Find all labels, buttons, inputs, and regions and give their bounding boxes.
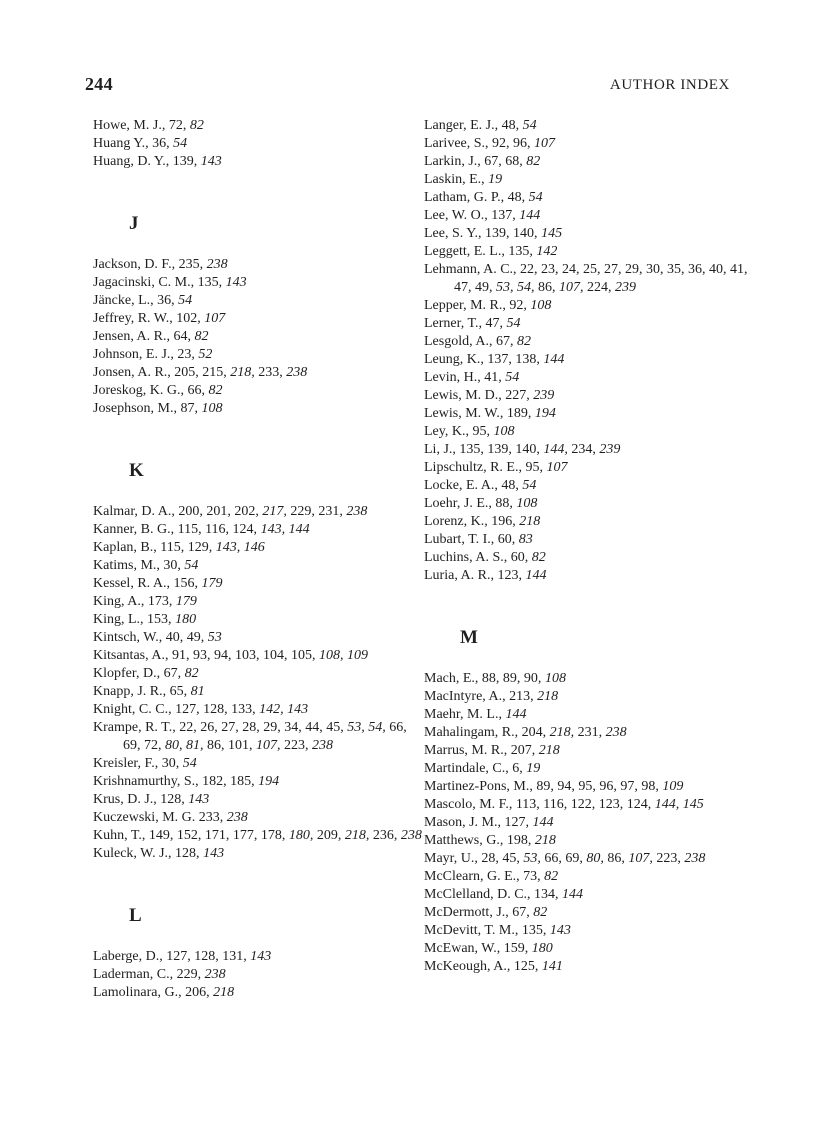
italic-page-ref: 82: [516, 334, 531, 349]
index-entry: [93, 310, 423, 328]
index-entry: [93, 364, 423, 382]
entry-text: Levin, H., 41,: [424, 370, 506, 385]
index-entry: [93, 755, 423, 773]
entry-text: King, L., 153,: [93, 612, 176, 627]
italic-page-ref: 81: [190, 684, 205, 699]
index-entry: [424, 225, 754, 243]
index-entry: [424, 261, 754, 297]
index-entry: [93, 117, 423, 135]
italic-page-ref: 143, 144: [260, 522, 310, 537]
entry-text: 223,: [280, 738, 312, 753]
index-entry: [93, 539, 423, 557]
index-entry: [424, 297, 754, 315]
entry-text: Josephson, M., 87,: [93, 401, 202, 416]
section-spacer: [93, 863, 423, 898]
entry-text: 234,: [567, 442, 600, 457]
entry-text: Larivee, S., 92, 96,: [424, 136, 535, 151]
italic-page-ref: 19: [526, 761, 541, 776]
entry-text: Lehmann, A. C., 22, 23, 24, 25, 27, 29, 30, 35, 36, 40, 41, 47, 49,: [424, 262, 748, 295]
entry-text: Martinez-Pons, M., 89, 94, 95, 96, 97, 98,: [424, 779, 663, 794]
section-spacer: [93, 418, 423, 453]
italic-page-ref: 218: [538, 743, 560, 758]
italic-page-ref: 144: [543, 352, 565, 367]
index-entry: [424, 495, 754, 513]
italic-page-ref: 143: [225, 275, 247, 290]
italic-page-ref: 107,: [559, 280, 584, 295]
entry-text: Laberge, D., 127, 128, 131,: [93, 949, 251, 964]
entry-text: Mayr, U., 28, 45,: [424, 851, 524, 866]
italic-page-ref: 238: [605, 725, 627, 740]
entry-text: Lesgold, A., 67,: [424, 334, 517, 349]
italic-page-ref: 218,: [344, 828, 370, 843]
index-entry: [424, 531, 754, 549]
italic-page-ref: 218: [534, 833, 556, 848]
entry-text: Kalmar, D. A., 200, 201, 202,: [93, 504, 263, 519]
index-entry: [424, 706, 754, 724]
entry-text: McKeough, A., 125,: [424, 959, 542, 974]
entry-text: MacIntyre, A., 213,: [424, 689, 538, 704]
entry-text: Luchins, A. S., 60,: [424, 550, 532, 565]
entry-text: Katims, M., 30,: [93, 558, 185, 573]
entry-text: Ley, K., 95,: [424, 424, 494, 439]
italic-page-ref: 180: [531, 941, 553, 956]
entry-text: 223,: [652, 851, 685, 866]
italic-page-ref: 238: [206, 257, 228, 272]
italic-page-ref: 53: [207, 630, 222, 645]
index-entry: [93, 809, 423, 827]
italic-page-ref: 80, 81,: [165, 738, 204, 753]
entry-text: 66, 69, 72,: [123, 720, 407, 753]
italic-page-ref: 218: [519, 514, 541, 529]
entry-text: Langer, E. J., 48,: [424, 118, 523, 133]
italic-page-ref: 83: [518, 532, 533, 547]
italic-page-ref: 218,: [549, 725, 575, 740]
index-entry: [424, 904, 754, 922]
entry-text: 86,: [534, 280, 559, 295]
italic-page-ref: 82: [194, 329, 209, 344]
index-entry: [424, 441, 754, 459]
entry-text: Kessel, R. A., 156,: [93, 576, 202, 591]
italic-page-ref: 82: [531, 550, 546, 565]
entry-text: Mahalingam, R., 204,: [424, 725, 550, 740]
entry-text: Matthews, G., 198,: [424, 833, 535, 848]
index-entry: [93, 593, 423, 611]
index-entry: [93, 575, 423, 593]
italic-page-ref: 179: [201, 576, 223, 591]
italic-page-ref: 239: [615, 280, 636, 295]
index-entry: [424, 742, 754, 760]
italic-page-ref: 82: [544, 869, 559, 884]
page-number: 244: [85, 74, 113, 94]
italic-page-ref: 144: [532, 815, 554, 830]
index-entry: [93, 292, 423, 310]
section-letter: L: [129, 905, 142, 926]
entry-text: Kuczewski, M. G. 233,: [93, 810, 227, 825]
entry-text: 224,: [583, 280, 615, 295]
italic-page-ref: 141: [541, 959, 563, 974]
index-entry: [93, 966, 423, 984]
section-spacer: [93, 934, 423, 948]
index-entry: [424, 333, 754, 351]
italic-page-ref: 82: [533, 905, 548, 920]
index-entry: [424, 922, 754, 940]
index-entry: [93, 791, 423, 809]
italic-page-ref: 109: [662, 779, 684, 794]
entry-text: Lewis, M. D., 227,: [424, 388, 534, 403]
entry-text: Mascolo, M. F., 113, 116, 122, 123, 124,: [424, 797, 655, 812]
italic-page-ref: 144,: [543, 442, 568, 457]
entry-text: Howe, M. J., 72,: [93, 118, 190, 133]
entry-text: Jeffrey, R. W., 102,: [93, 311, 205, 326]
italic-page-ref: 54: [505, 370, 520, 385]
italic-page-ref: 179: [175, 594, 197, 609]
entry-text: Klopfer, D., 67,: [93, 666, 185, 681]
entry-text: Marrus, M. R., 207,: [424, 743, 539, 758]
italic-page-ref: 107: [534, 136, 556, 151]
entry-text: Lewis, M. W., 189,: [424, 406, 535, 421]
entry-text: McDevitt, T. M., 135,: [424, 923, 550, 938]
entry-text: 66, 69,: [540, 851, 587, 866]
index-entry: [93, 503, 423, 521]
index-entry: [93, 346, 423, 364]
italic-page-ref: 108: [493, 424, 515, 439]
italic-page-ref: 107: [204, 311, 226, 326]
italic-page-ref: 54: [173, 136, 188, 151]
entry-text: Mason, J. M., 127,: [424, 815, 533, 830]
index-entry: [424, 549, 754, 567]
italic-page-ref: 108, 109: [318, 648, 368, 663]
index-entry: [424, 207, 754, 225]
index-entry: [93, 611, 423, 629]
italic-page-ref: 80,: [586, 851, 604, 866]
entry-text: Lubart, T. I., 60,: [424, 532, 519, 547]
italic-page-ref: 82: [184, 666, 199, 681]
italic-page-ref: 180,: [288, 828, 314, 843]
index-entry: [424, 243, 754, 261]
index-entry: [93, 256, 423, 274]
index-entry: [93, 948, 423, 966]
entry-text: Larkin, J., 67, 68,: [424, 154, 527, 169]
italic-page-ref: 143: [549, 923, 571, 938]
index-entry: [424, 171, 754, 189]
italic-page-ref: 217,: [262, 504, 287, 519]
index-entry: [93, 845, 423, 863]
index-entry: [93, 701, 423, 719]
index-entry: [424, 868, 754, 886]
index-entry: [93, 683, 423, 701]
index-entry: [424, 796, 754, 814]
index-entry: [424, 688, 754, 706]
index-entry: [424, 315, 754, 333]
index-entry: [93, 328, 423, 346]
index-entry: [424, 189, 754, 207]
entry-text: Luria, A. R., 123,: [424, 568, 526, 583]
entry-text: Jackson, D. F., 235,: [93, 257, 207, 272]
entry-text: Kuhn, T., 149, 152, 171, 177, 178,: [93, 828, 289, 843]
section-letter: J: [129, 213, 139, 234]
italic-page-ref: 218: [213, 985, 235, 1000]
entry-text: 209,: [313, 828, 345, 843]
entry-text: Lee, S. Y., 139, 140,: [424, 226, 542, 241]
italic-page-ref: 107,: [628, 851, 653, 866]
index-entry: [93, 719, 423, 755]
italic-page-ref: 238: [226, 810, 248, 825]
italic-page-ref: 54: [178, 293, 193, 308]
italic-page-ref: 19: [488, 172, 503, 187]
italic-page-ref: 82: [526, 154, 541, 169]
italic-page-ref: 108: [530, 298, 552, 313]
section-spacer: [93, 489, 423, 503]
italic-page-ref: 54: [522, 118, 537, 133]
index-entry: [424, 153, 754, 171]
entry-text: Lamolinara, G., 206,: [93, 985, 214, 1000]
italic-page-ref: 239: [533, 388, 555, 403]
italic-page-ref: 238: [204, 967, 226, 982]
entry-text: Leung, K., 137, 138,: [424, 352, 544, 367]
italic-page-ref: 238: [312, 738, 333, 753]
italic-page-ref: 82: [189, 118, 204, 133]
italic-page-ref: 238: [400, 828, 422, 843]
italic-page-ref: 194: [258, 774, 280, 789]
italic-page-ref: 180: [175, 612, 197, 627]
italic-page-ref: 144: [519, 208, 541, 223]
index-entry: [424, 405, 754, 423]
italic-page-ref: 144, 145: [654, 797, 704, 812]
entry-text: Jäncke, L., 36,: [93, 293, 179, 308]
entry-text: Krus, D. J., 128,: [93, 792, 189, 807]
index-entry: [424, 958, 754, 976]
entry-text: McEwan, W., 159,: [424, 941, 532, 956]
index-entry: [424, 459, 754, 477]
italic-page-ref: 54: [528, 190, 543, 205]
index-entry: [93, 135, 423, 153]
entry-text: 233,: [254, 365, 287, 380]
italic-page-ref: 143, 146: [215, 540, 265, 555]
italic-page-ref: 108: [516, 496, 538, 511]
index-entry: [424, 724, 754, 742]
entry-text: Laderman, C., 229,: [93, 967, 205, 982]
italic-page-ref: 54: [182, 756, 197, 771]
italic-page-ref: 218: [537, 689, 559, 704]
entry-text: Krampe, R. T., 22, 26, 27, 28, 29, 34, 44, 45,: [93, 720, 348, 735]
italic-page-ref: 142: [536, 244, 558, 259]
italic-page-ref: 144: [525, 568, 547, 583]
index-entry: [93, 557, 423, 575]
entry-text: Leggett, E. L., 135,: [424, 244, 537, 259]
entry-text: Lerner, T., 47,: [424, 316, 507, 331]
index-entry: [424, 387, 754, 405]
italic-page-ref: 54: [506, 316, 521, 331]
italic-page-ref: 52: [198, 347, 213, 362]
italic-page-ref: 143: [200, 154, 222, 169]
entry-text: Lepper, M. R., 92,: [424, 298, 531, 313]
entry-text: McClearn, G. E., 73,: [424, 869, 545, 884]
italic-page-ref: 194: [534, 406, 556, 421]
italic-page-ref: 145: [541, 226, 563, 241]
index-entry: [424, 778, 754, 796]
index-entry: [424, 513, 754, 531]
entry-text: Knapp, J. R., 65,: [93, 684, 191, 699]
entry-text: 86, 101,: [203, 738, 256, 753]
index-entry: [93, 274, 423, 292]
index-entry: [93, 665, 423, 683]
entry-text: Kuleck, W. J., 128,: [93, 846, 204, 861]
index-entry: [424, 832, 754, 850]
entry-text: Kintsch, W., 40, 49,: [93, 630, 208, 645]
entry-text: Latham, G. P., 48,: [424, 190, 529, 205]
entry-text: Lipschultz, R. E., 95,: [424, 460, 547, 475]
index-entry: [93, 382, 423, 400]
entry-text: McDermott, J., 67,: [424, 905, 534, 920]
italic-page-ref: 107: [546, 460, 568, 475]
left-column: [93, 117, 423, 1002]
entry-text: Johnson, E. J., 23,: [93, 347, 199, 362]
running-head: AUTHOR INDEX: [609, 77, 730, 93]
italic-page-ref: 238: [286, 365, 308, 380]
section-letter: M: [460, 627, 478, 648]
index-entry: [424, 886, 754, 904]
entry-text: Jagacinski, C. M., 135,: [93, 275, 226, 290]
italic-page-ref: 143: [188, 792, 210, 807]
italic-page-ref: 107,: [256, 738, 281, 753]
entry-text: Lorenz, K., 196,: [424, 514, 520, 529]
entry-text: Kitsantas, A., 91, 93, 94, 103, 104, 105,: [93, 648, 319, 663]
index-entry: [424, 477, 754, 495]
entry-text: 86,: [603, 851, 629, 866]
italic-page-ref: 54: [184, 558, 199, 573]
section-spacer: [424, 585, 754, 620]
index-entry: [93, 773, 423, 791]
index-entry: [424, 369, 754, 387]
index-entry: [424, 760, 754, 778]
right-column: [424, 117, 754, 976]
entry-text: 229, 231,: [286, 504, 347, 519]
italic-page-ref: 108: [544, 671, 566, 686]
section-letter: K: [129, 460, 144, 481]
italic-page-ref: 218,: [230, 365, 255, 380]
index-entry: [424, 850, 754, 868]
entry-text: Jensen, A. R., 64,: [93, 329, 195, 344]
italic-page-ref: 82: [208, 383, 223, 398]
index-entry: [424, 940, 754, 958]
index-entry: [424, 423, 754, 441]
entry-text: Kreisler, F., 30,: [93, 756, 183, 771]
entry-text: Li, J., 135, 139, 140,: [424, 442, 544, 457]
index-entry: [424, 814, 754, 832]
index-entry: [424, 135, 754, 153]
entry-text: Knight, C. C., 127, 128, 133,: [93, 702, 260, 717]
entry-text: Huang, D. Y., 139,: [93, 154, 201, 169]
entry-text: Martindale, C., 6,: [424, 761, 527, 776]
entry-text: 236,: [369, 828, 401, 843]
entry-text: Jonsen, A. R., 205, 215,: [93, 365, 231, 380]
entry-text: Maehr, M. L.,: [424, 707, 506, 722]
index-entry: [424, 351, 754, 369]
index-entry: [93, 400, 423, 418]
italic-page-ref: 142, 143: [259, 702, 309, 717]
entry-text: Lee, W. O., 137,: [424, 208, 520, 223]
entry-text: Mach, E., 88, 89, 90,: [424, 671, 545, 686]
italic-page-ref: 144: [505, 707, 527, 722]
entry-text: Loehr, J. E., 88,: [424, 496, 517, 511]
entry-text: Huang Y., 36,: [93, 136, 174, 151]
italic-page-ref: 53,: [523, 851, 541, 866]
italic-page-ref: 53, 54,: [496, 280, 535, 295]
section-spacer: [424, 656, 754, 670]
index-entry: [424, 670, 754, 688]
section-spacer: [93, 171, 423, 206]
index-entry: [93, 629, 423, 647]
italic-page-ref: 108: [201, 401, 223, 416]
italic-page-ref: 239: [599, 442, 621, 457]
index-entry: [93, 827, 423, 845]
entry-text: Locke, E. A., 48,: [424, 478, 523, 493]
index-entry: [424, 567, 754, 585]
entry-text: Laskin, E.,: [424, 172, 489, 187]
index-entry: [93, 984, 423, 1002]
index-entry: [93, 153, 423, 171]
entry-text: Krishnamurthy, S., 182, 185,: [93, 774, 259, 789]
entry-text: McClelland, D. C., 134,: [424, 887, 563, 902]
entry-text: Joreskog, K. G., 66,: [93, 383, 209, 398]
italic-page-ref: 238: [684, 851, 706, 866]
italic-page-ref: 143: [203, 846, 225, 861]
index-entry: [93, 647, 423, 665]
entry-text: Kanner, B. G., 115, 116, 124,: [93, 522, 261, 537]
entry-text: 231,: [574, 725, 606, 740]
index-entry: [93, 521, 423, 539]
entry-text: King, A., 173,: [93, 594, 176, 609]
index-entry: [424, 117, 754, 135]
italic-page-ref: 143: [250, 949, 272, 964]
italic-page-ref: 144: [562, 887, 584, 902]
italic-page-ref: 54: [522, 478, 537, 493]
section-spacer: [93, 242, 423, 256]
entry-text: Kaplan, B., 115, 129,: [93, 540, 216, 555]
italic-page-ref: 53, 54,: [347, 720, 386, 735]
italic-page-ref: 238: [346, 504, 368, 519]
